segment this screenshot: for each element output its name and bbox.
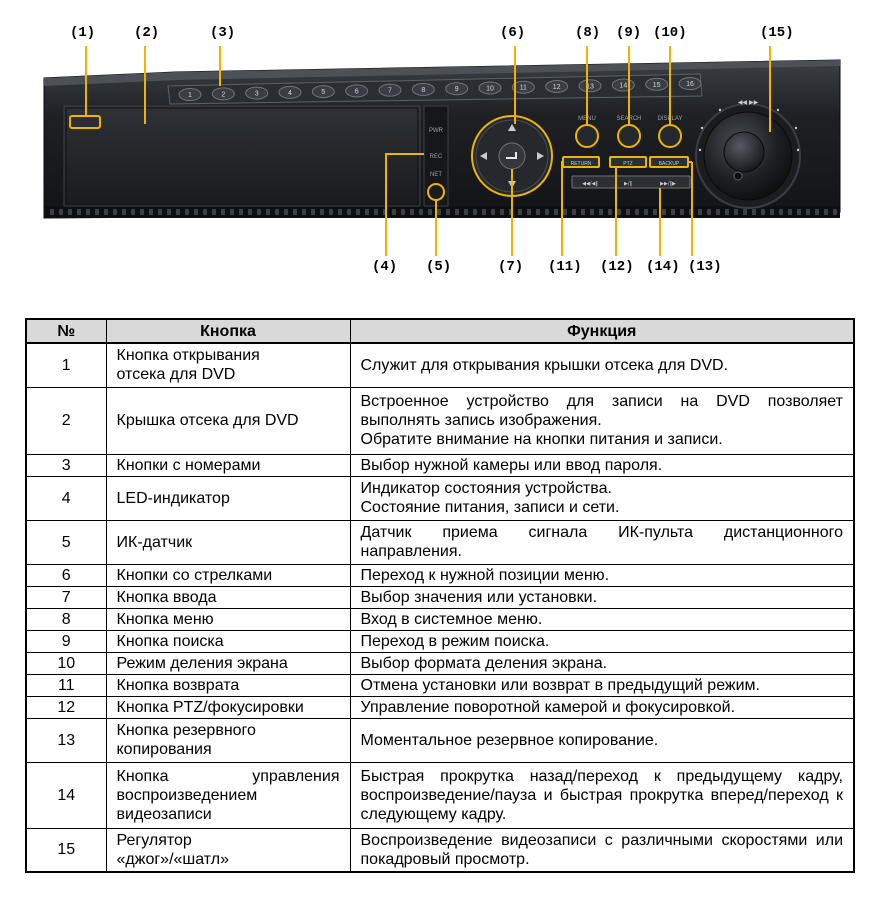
row-button-name [106, 564, 350, 586]
button-name-line: Кнопка PTZ/фокусировки [116, 698, 304, 716]
function-line: Вход в системное меню. [360, 610, 543, 628]
row-number: 3 [26, 454, 106, 476]
led-label-pwr: PWR [429, 128, 443, 134]
row-function [350, 476, 854, 520]
table-row [26, 718, 854, 762]
device-front-panel-figure [0, 0, 880, 300]
table-row [26, 343, 854, 387]
callout-11: (11) [548, 259, 582, 275]
row-function [350, 718, 854, 762]
row-button-name [106, 652, 350, 674]
function-line: Обратите внимание на кнопки питания и записи. [360, 431, 723, 448]
table-row [26, 387, 854, 454]
row-function [350, 828, 854, 872]
callout-10: (10) [653, 25, 687, 41]
row-number: 6 [26, 564, 106, 586]
header-button: Кнопка [106, 319, 350, 343]
button-name-line: «джог»/«шатл» [116, 850, 230, 868]
number-key-label: 14 [619, 82, 628, 90]
button-name-line: Регулятор [116, 831, 192, 849]
led-label-net: NET [430, 172, 442, 178]
row-number: 15 [26, 828, 106, 872]
row-number: 8 [26, 608, 106, 630]
button-name-line: Кнопка ввода [116, 588, 217, 606]
function-line: Переход в режим поиска. [360, 632, 550, 650]
row-button-name [106, 387, 350, 454]
function-line: Моментальное резервное копирование. [360, 731, 659, 749]
function-line: Выбор формата деления экрана. [360, 654, 608, 672]
function-line: Выбор нужной камеры или ввод пароля. [360, 456, 663, 474]
callout-12: (12) [600, 259, 634, 275]
callout-8: (8) [575, 25, 601, 41]
number-key-label: 6 [354, 88, 359, 96]
table-row [26, 586, 854, 608]
table-row [26, 652, 854, 674]
ir-sensor [428, 184, 444, 200]
number-key-label: 12 [552, 83, 561, 91]
play-label: ▶/‖ [623, 181, 633, 187]
row-function [350, 652, 854, 674]
number-key-label: 4 [288, 89, 292, 97]
function-line: Отмена установки или возврат в предыдущий режим. [360, 676, 760, 694]
row-button-name [106, 476, 350, 520]
row-number: 7 [26, 586, 106, 608]
row-function [350, 674, 854, 696]
row-number: 1 [26, 343, 106, 387]
row-button-name [106, 762, 350, 828]
function-line: Датчик приема сигнала ИК-пульта дистанционного направления. [360, 524, 843, 560]
row-number: 13 [26, 718, 106, 762]
return-label: RETURN [570, 161, 592, 167]
number-key-label: 10 [486, 85, 494, 93]
number-key-label: 3 [254, 90, 259, 98]
row-function [350, 343, 854, 387]
button-name-line: копирования [116, 741, 212, 758]
row-number: 9 [26, 630, 106, 652]
function-line: Состояние питания, записи и сети. [360, 499, 620, 516]
callout-13: (13) [688, 259, 722, 275]
row-button-name [106, 608, 350, 630]
row-button-name [106, 674, 350, 696]
row-function [350, 696, 854, 718]
table-header-row [26, 319, 854, 343]
row-button-name [106, 828, 350, 872]
function-line: Переход к нужной позиции меню. [360, 566, 610, 584]
display-label: DISPLAY [657, 116, 683, 122]
callout-15: (15) [760, 25, 794, 41]
button-name-line: LED-индикатор [116, 489, 230, 507]
button-name-line: отсека для DVD [116, 366, 236, 384]
table-row [26, 520, 854, 564]
device-drawing [0, 0, 880, 300]
header-function: Функция [350, 319, 854, 343]
callout-1: (1) [70, 25, 96, 41]
number-key-label: 11 [519, 84, 527, 92]
button-name-line: Кнопка открывания [116, 347, 260, 365]
row-function [350, 630, 854, 652]
row-button-name [106, 586, 350, 608]
row-function [350, 387, 854, 454]
table-body [26, 343, 854, 872]
row-function [350, 564, 854, 586]
row-number: 14 [26, 762, 106, 828]
forward-label: ▶▶/‖▶ [660, 181, 676, 187]
number-key-label: 13 [586, 83, 594, 91]
button-name-line: Кнопка меню [116, 610, 214, 628]
table-row [26, 454, 854, 476]
dvd-open-button[interactable] [70, 116, 100, 128]
enter-button[interactable] [499, 143, 525, 169]
row-function [350, 608, 854, 630]
led-label-rec: REC [429, 154, 443, 160]
button-name-line: Кнопка поиска [116, 632, 224, 650]
callout-7: (7) [498, 259, 524, 275]
button-name-line: Кнопки с номерами [116, 456, 261, 474]
row-button-name [106, 696, 350, 718]
function-line: Выбор значения или установки. [360, 588, 598, 606]
header-number: № [26, 319, 106, 343]
row-button-name [106, 343, 350, 387]
rewind-label: ◀◀/◀‖ [582, 181, 598, 187]
function-line: Управление поворотной камерой и фокусировкой. [360, 698, 736, 716]
table-row [26, 608, 854, 630]
button-name-line: Кнопка управления воспроизведением видеозаписи [116, 767, 340, 823]
row-number: 12 [26, 696, 106, 718]
button-name-line: Крышка отсека для DVD [116, 412, 299, 429]
table-row [26, 674, 854, 696]
number-key-label: 1 [188, 92, 192, 100]
row-number: 4 [26, 476, 106, 520]
table-row [26, 564, 854, 586]
number-key-label: 9 [454, 86, 459, 94]
row-number: 11 [26, 674, 106, 696]
row-button-name [106, 718, 350, 762]
number-key-label: 5 [321, 89, 326, 97]
menu-label: MENU [578, 116, 596, 122]
row-number: 2 [26, 387, 106, 454]
table-row [26, 630, 854, 652]
buttons-function-table [25, 318, 855, 873]
buttons-function-table-wrap [25, 318, 853, 873]
search-button[interactable] [618, 125, 640, 147]
callout-3: (3) [210, 25, 236, 41]
search-label: SEARCH [616, 116, 642, 122]
table-row [26, 696, 854, 718]
row-function [350, 520, 854, 564]
display-button[interactable] [659, 125, 681, 147]
number-key-label: 7 [388, 87, 392, 95]
number-key-label: 16 [686, 81, 694, 89]
row-button-name [106, 630, 350, 652]
row-number: 5 [26, 520, 106, 564]
function-line: Служит для открывания крышки отсека для DVD. [360, 356, 729, 374]
dvd-bay-cover[interactable] [64, 106, 420, 206]
callout-4: (4) [372, 259, 398, 275]
button-name-line: Кнопки со стрелками [116, 566, 273, 584]
row-function [350, 586, 854, 608]
table-row [26, 476, 854, 520]
table-row [26, 762, 854, 828]
button-name-line: Кнопка резервного [116, 722, 256, 739]
function-line: Воспроизведение видеозаписи с различными скоростями или покадровый просмотр. [360, 831, 843, 868]
table-row [26, 828, 854, 872]
row-button-name [106, 454, 350, 476]
row-function [350, 454, 854, 476]
button-name-line: ИК-датчик [116, 533, 193, 551]
function-line: Встроенное устройство для записи на DVD позволяет выполнять запись изображения. [360, 393, 843, 429]
backup-label: BACKUP [658, 161, 680, 167]
button-name-line: Кнопка возврата [116, 676, 240, 694]
callout-2: (2) [134, 25, 160, 41]
menu-button[interactable] [576, 125, 598, 147]
button-name-line: Режим деления экрана [116, 654, 288, 672]
callout-6: (6) [500, 25, 526, 41]
jog-hint-label: ◀◀ ▶▶ [737, 99, 759, 106]
number-key-label: 15 [652, 81, 661, 89]
function-line: Быстрая прокрутка назад/переход к предыдущему кадру, воспроизведение/пауза и быстрая прокрутка вперед/переход к следующему кадру. [360, 767, 843, 823]
row-number: 10 [26, 652, 106, 674]
ptz-label: PTZ [623, 161, 633, 167]
function-line: Индикатор состояния устройства. [360, 480, 612, 497]
callout-5: (5) [426, 259, 452, 275]
number-key-label: 8 [421, 86, 426, 94]
row-function [350, 762, 854, 828]
row-button-name [106, 520, 350, 564]
callout-14: (14) [646, 259, 680, 275]
callout-9: (9) [616, 25, 642, 41]
number-key-label: 2 [221, 91, 226, 99]
